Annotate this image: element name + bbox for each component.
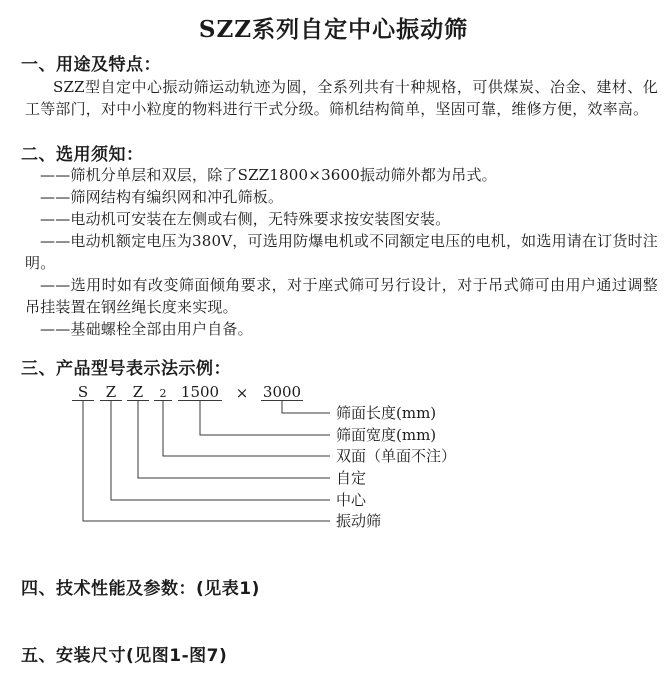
model-code-part-length: 3000 <box>262 383 302 401</box>
section-heading-technical-parameters: 四、技术性能及参数：(见表1) <box>21 579 260 599</box>
list-item: ——筛网结构有编织网和冲孔筛板。 <box>40 188 284 206</box>
model-label-vibrating-screen: 振动筛 <box>336 512 382 530</box>
model-connector-lines <box>0 383 667 548</box>
model-code-part-z2: Z <box>127 383 149 401</box>
model-label-double-deck: 双面（单面不注） <box>336 447 457 465</box>
list-item: ——电动机可安装在左侧或右侧，无特殊要求按安装图安装。 <box>40 210 451 228</box>
model-code-part-2: 2 <box>154 383 172 401</box>
model-label-screen-length: 筛面长度(mm) <box>336 404 437 422</box>
model-designation-diagram <box>0 383 667 548</box>
model-code-part-s: S <box>72 383 94 401</box>
model-code-part-z1: Z <box>100 383 122 401</box>
section-heading-installation-dimensions: 五、安装尺寸(见图1-图7) <box>21 646 228 666</box>
list-item: ——基础螺栓全部由用户自备。 <box>40 320 253 338</box>
list-item: ——选用时如有改变筛面倾角要求，对于座式筛可另行设计，对于吊式筛可由用户通过调整吊挂装置在钢丝绳长度来实现。 <box>25 276 658 316</box>
section-heading-model-designation: 三、产品型号表示法示例： <box>21 359 231 379</box>
usage-paragraph: SZZ型自定中心振动筛运动轨迹为圆，全系列共有十种规格，可供煤炭、冶金、建材、化工等部门，对中小粒度的物料进行干式分级。筛机结构简单，坚固可靠，维修方便，效率高。 <box>25 78 658 118</box>
model-label-centering: 中心 <box>336 491 367 509</box>
model-label-self: 自定 <box>336 469 367 487</box>
model-label-screen-width: 筛面宽度(mm) <box>336 426 437 444</box>
model-code-part-width: 1500 <box>178 383 222 401</box>
list-item: ——筛机分单层和双层，除了SZZ1800×3600振动筛外都为吊式。 <box>40 166 497 184</box>
section-heading-usage: 一、用途及特点： <box>21 55 161 75</box>
list-item: ——电动机额定电压为380V，可选用防爆电机或不同额定电压的电机，如选用请在订货时注明。 <box>25 232 658 272</box>
page-title: SZZ系列自定中心振动筛 <box>198 16 469 43</box>
multiply-sign: × <box>235 384 249 402</box>
selection-notes-list <box>25 164 658 340</box>
section-heading-selection-notes: 二、选用须知： <box>21 145 144 165</box>
